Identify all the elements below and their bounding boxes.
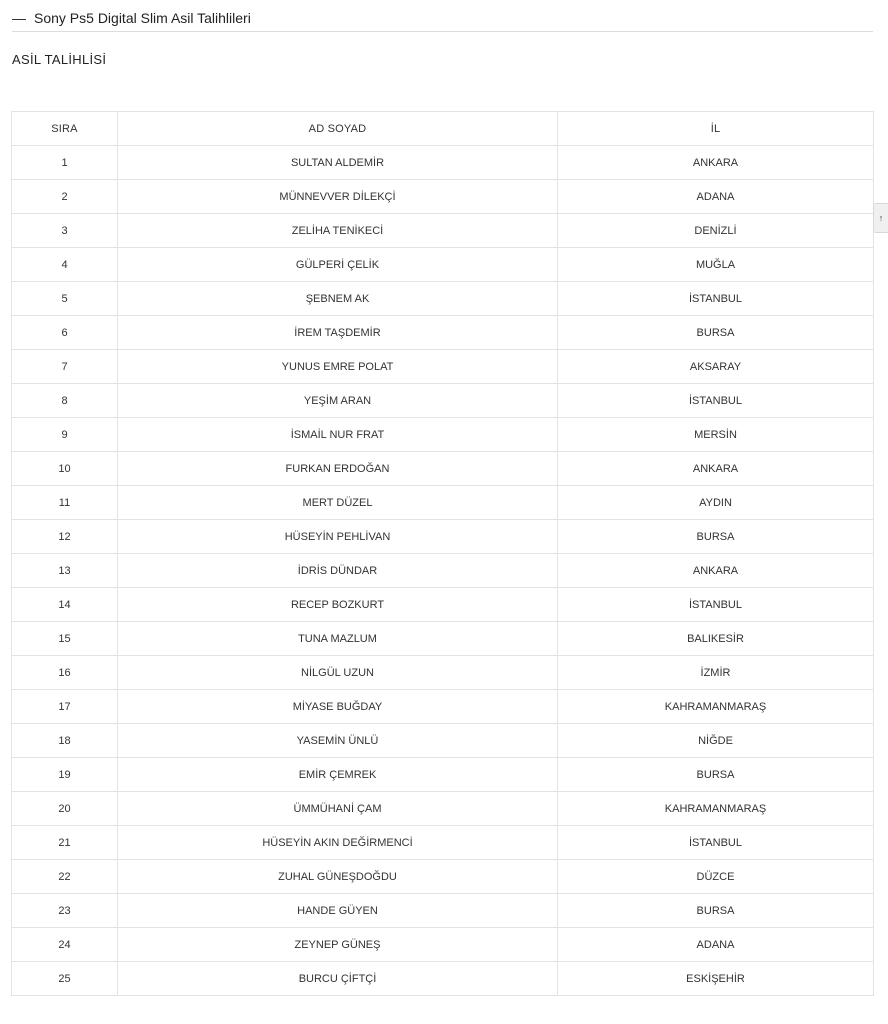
table-row bbox=[12, 146, 874, 180]
cell-ad-soyad: ZELİHA TENİKECİ bbox=[118, 214, 558, 248]
cell-ad-soyad: GÜLPERİ ÇELİK bbox=[118, 248, 558, 282]
cell-sira: 2 bbox=[12, 180, 118, 214]
cell-sira: 22 bbox=[12, 860, 118, 894]
cell-il: İSTANBUL bbox=[558, 588, 874, 622]
cell-ad-soyad: MÜNNEVVER DİLEKÇİ bbox=[118, 180, 558, 214]
cell-sira: 6 bbox=[12, 316, 118, 350]
cell-il: DENİZLİ bbox=[558, 214, 874, 248]
cell-sira: 20 bbox=[12, 792, 118, 826]
cell-il: KAHRAMANMARAŞ bbox=[558, 792, 874, 826]
cell-il: KAHRAMANMARAŞ bbox=[558, 690, 874, 724]
cell-sira: 16 bbox=[12, 656, 118, 690]
cell-ad-soyad: HANDE GÜYEN bbox=[118, 894, 558, 928]
table-row bbox=[12, 724, 874, 758]
cell-ad-soyad: İREM TAŞDEMİR bbox=[118, 316, 558, 350]
column-header-il: İL bbox=[558, 112, 874, 146]
cell-il: ADANA bbox=[558, 928, 874, 962]
cell-sira: 15 bbox=[12, 622, 118, 656]
cell-il: BURSA bbox=[558, 894, 874, 928]
table-row bbox=[12, 282, 874, 316]
table-row bbox=[12, 180, 874, 214]
cell-ad-soyad: YEŞİM ARAN bbox=[118, 384, 558, 418]
table-row bbox=[12, 860, 874, 894]
cell-ad-soyad: ŞEBNEM AK bbox=[118, 282, 558, 316]
table-row bbox=[12, 758, 874, 792]
cell-ad-soyad: ÜMMÜHANİ ÇAM bbox=[118, 792, 558, 826]
cell-il: BURSA bbox=[558, 316, 874, 350]
cell-ad-soyad: HÜSEYİN PEHLİVAN bbox=[118, 520, 558, 554]
table-row bbox=[12, 350, 874, 384]
table-body bbox=[12, 146, 874, 996]
cell-ad-soyad: TUNA MAZLUM bbox=[118, 622, 558, 656]
table-row bbox=[12, 826, 874, 860]
table-row bbox=[12, 622, 874, 656]
table-row bbox=[12, 894, 874, 928]
cell-sira: 7 bbox=[12, 350, 118, 384]
cell-il: NİĞDE bbox=[558, 724, 874, 758]
column-header-ad-soyad: AD SOYAD bbox=[118, 112, 558, 146]
accordion-title[interactable]: Sony Ps5 Digital Slim Asil Talihlileri bbox=[34, 10, 251, 26]
cell-il: BURSA bbox=[558, 520, 874, 554]
cell-sira: 21 bbox=[12, 826, 118, 860]
table-row bbox=[12, 384, 874, 418]
table-row bbox=[12, 588, 874, 622]
collapse-icon[interactable]: — bbox=[12, 10, 26, 26]
table-row bbox=[12, 418, 874, 452]
scroll-to-top-button[interactable] bbox=[873, 203, 888, 233]
cell-il: İSTANBUL bbox=[558, 384, 874, 418]
cell-sira: 17 bbox=[12, 690, 118, 724]
cell-il: AYDIN bbox=[558, 486, 874, 520]
cell-ad-soyad: YUNUS EMRE POLAT bbox=[118, 350, 558, 384]
table-row bbox=[12, 486, 874, 520]
cell-il: İZMİR bbox=[558, 656, 874, 690]
cell-sira: 13 bbox=[12, 554, 118, 588]
cell-ad-soyad: RECEP BOZKURT bbox=[118, 588, 558, 622]
cell-il: DÜZCE bbox=[558, 860, 874, 894]
accordion-header[interactable] bbox=[12, 8, 873, 32]
cell-sira: 25 bbox=[12, 962, 118, 996]
cell-sira: 9 bbox=[12, 418, 118, 452]
cell-ad-soyad: HÜSEYİN AKIN DEĞİRMENCİ bbox=[118, 826, 558, 860]
table-row bbox=[12, 554, 874, 588]
cell-il: ADANA bbox=[558, 180, 874, 214]
cell-ad-soyad: EMİR ÇEMREK bbox=[118, 758, 558, 792]
cell-il: ANKARA bbox=[558, 554, 874, 588]
cell-il: BALIKESİR bbox=[558, 622, 874, 656]
cell-ad-soyad: FURKAN ERDOĞAN bbox=[118, 452, 558, 486]
cell-sira: 18 bbox=[12, 724, 118, 758]
cell-il: ESKİŞEHİR bbox=[558, 962, 874, 996]
cell-sira: 24 bbox=[12, 928, 118, 962]
section-title: ASİL TALİHLİSİ bbox=[12, 52, 107, 67]
cell-il: BURSA bbox=[558, 758, 874, 792]
cell-ad-soyad: SULTAN ALDEMİR bbox=[118, 146, 558, 180]
cell-sira: 1 bbox=[12, 146, 118, 180]
table-row bbox=[12, 792, 874, 826]
cell-sira: 10 bbox=[12, 452, 118, 486]
cell-sira: 23 bbox=[12, 894, 118, 928]
table-row bbox=[12, 656, 874, 690]
column-header-sira: SIRA bbox=[12, 112, 118, 146]
table-row bbox=[12, 520, 874, 554]
table-row bbox=[12, 962, 874, 996]
cell-il: ANKARA bbox=[558, 452, 874, 486]
cell-il: ANKARA bbox=[558, 146, 874, 180]
table-row bbox=[12, 690, 874, 724]
table-row bbox=[12, 928, 874, 962]
table-row bbox=[12, 316, 874, 350]
cell-il: MUĞLA bbox=[558, 248, 874, 282]
cell-il: MERSİN bbox=[558, 418, 874, 452]
cell-ad-soyad: İSMAİL NUR FRAT bbox=[118, 418, 558, 452]
cell-sira: 5 bbox=[12, 282, 118, 316]
cell-il: AKSARAY bbox=[558, 350, 874, 384]
table-row bbox=[12, 248, 874, 282]
table-row bbox=[12, 214, 874, 248]
cell-il: İSTANBUL bbox=[558, 826, 874, 860]
cell-ad-soyad: ZUHAL GÜNEŞDOĞDU bbox=[118, 860, 558, 894]
cell-sira: 19 bbox=[12, 758, 118, 792]
table-row bbox=[12, 452, 874, 486]
cell-ad-soyad: MİYASE BUĞDAY bbox=[118, 690, 558, 724]
arrow-up-icon: ↑ bbox=[878, 213, 884, 223]
cell-ad-soyad: MERT DÜZEL bbox=[118, 486, 558, 520]
table-header-row bbox=[12, 112, 874, 146]
cell-ad-soyad: ZEYNEP GÜNEŞ bbox=[118, 928, 558, 962]
cell-ad-soyad: İDRİS DÜNDAR bbox=[118, 554, 558, 588]
cell-il: İSTANBUL bbox=[558, 282, 874, 316]
cell-sira: 14 bbox=[12, 588, 118, 622]
cell-ad-soyad: YASEMİN ÜNLÜ bbox=[118, 724, 558, 758]
cell-sira: 12 bbox=[12, 520, 118, 554]
cell-sira: 8 bbox=[12, 384, 118, 418]
winners-table bbox=[11, 111, 874, 996]
cell-sira: 11 bbox=[12, 486, 118, 520]
cell-ad-soyad: BURCU ÇİFTÇİ bbox=[118, 962, 558, 996]
cell-sira: 3 bbox=[12, 214, 118, 248]
cell-sira: 4 bbox=[12, 248, 118, 282]
cell-ad-soyad: NİLGÜL UZUN bbox=[118, 656, 558, 690]
